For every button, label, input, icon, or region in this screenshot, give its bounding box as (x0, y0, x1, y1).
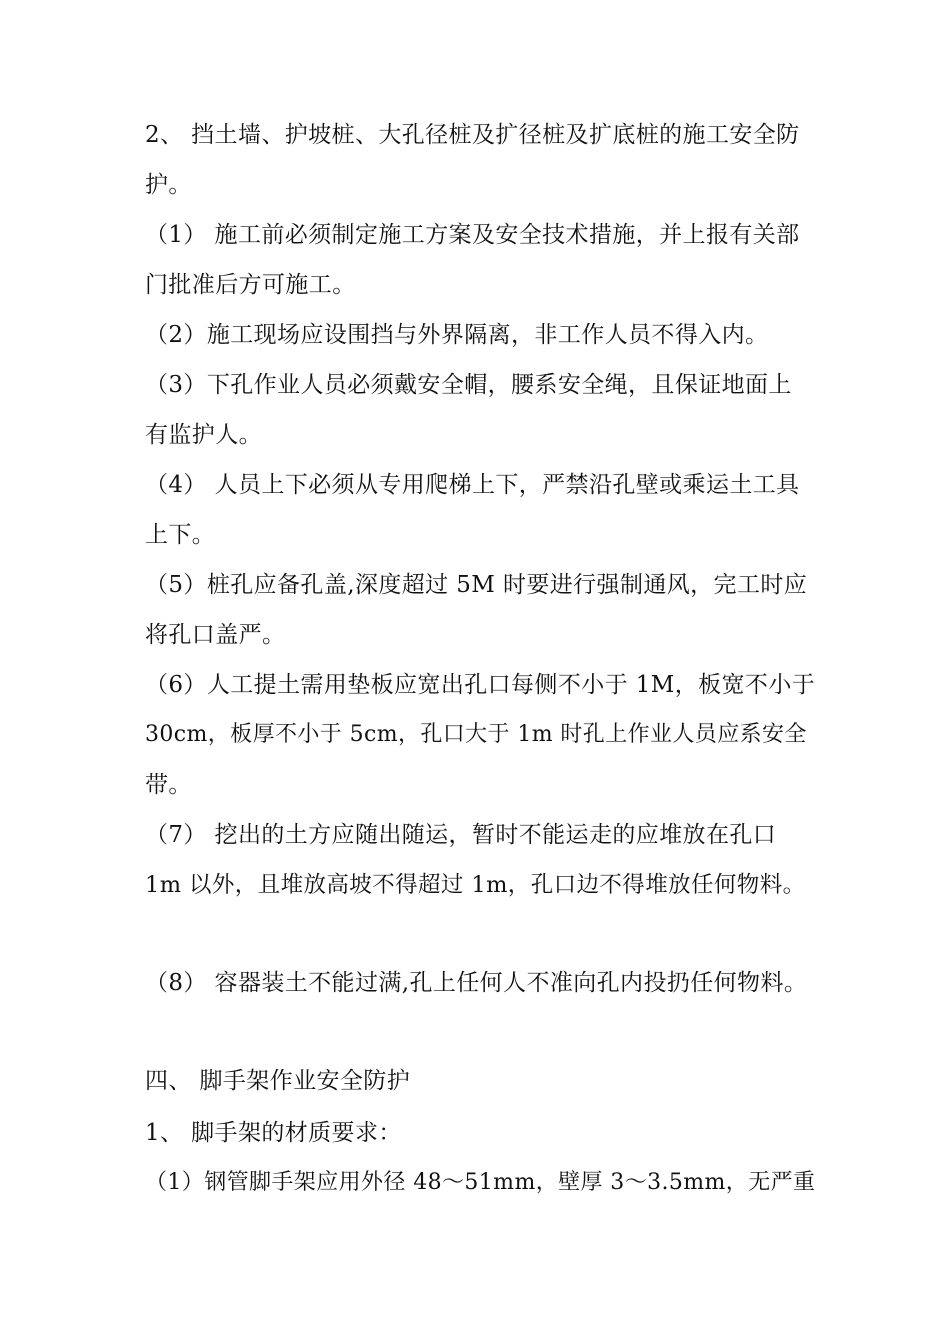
text-line: （5）桩孔应备孔盖,深度超过 5M 时要进行强制通风，完工时应 (145, 572, 808, 598)
text-line: （3）下孔作业人员必须戴安全帽，腰系安全绳，且保证地面上 (145, 372, 792, 398)
text-line: （6）人工提土需用垫板应宽出孔口每侧不小于 1M，板宽不小于 (145, 672, 816, 698)
subsection-heading: 1、 脚手架的材质要求： (145, 1120, 402, 1146)
text-line: 将孔口盖严。 (145, 622, 286, 648)
text-line: 2、 挡土墙、护坡桩、大孔径桩及扩径桩及扩底桩的施工安全防 (145, 122, 800, 148)
text-line: （7） 挖出的土方应随出随运，暂时不能运走的应堆放在孔口 (145, 822, 777, 848)
text-line: 门批准后方可施工。 (145, 272, 356, 298)
text-line: 带。 (145, 772, 192, 798)
text-line: （2）施工现场应设围挡与外界隔离，非工作人员不得入内。 (145, 322, 769, 348)
text-line: 1m 以外，且堆放高坡不得超过 1m，孔口边不得堆放任何物料。 (145, 872, 806, 898)
text-line: 上下。 (145, 522, 216, 548)
text-line: （8） 容器装土不能过满,孔上任何人不准向孔内投扔任何物料。 (145, 970, 808, 996)
text-line: （4） 人员上下必须从专用爬梯上下，严禁沿孔壁或乘运土工具 (145, 472, 800, 498)
text-line: 护。 (145, 172, 192, 198)
text-line: 有监护人。 (145, 422, 262, 448)
text-line: 30cm，板厚不小于 5cm，孔口大于 1m 时孔上作业人员应系安全 (145, 722, 807, 747)
section-heading: 四、 脚手架作业安全防护 (145, 1068, 411, 1094)
text-line: （1） 施工前必须制定施工方案及安全技术措施，并上报有关部 (145, 222, 800, 248)
text-line: （1）钢管脚手架应用外径 48～51mm，壁厚 3～3.5mm，无严重 (145, 1170, 816, 1195)
